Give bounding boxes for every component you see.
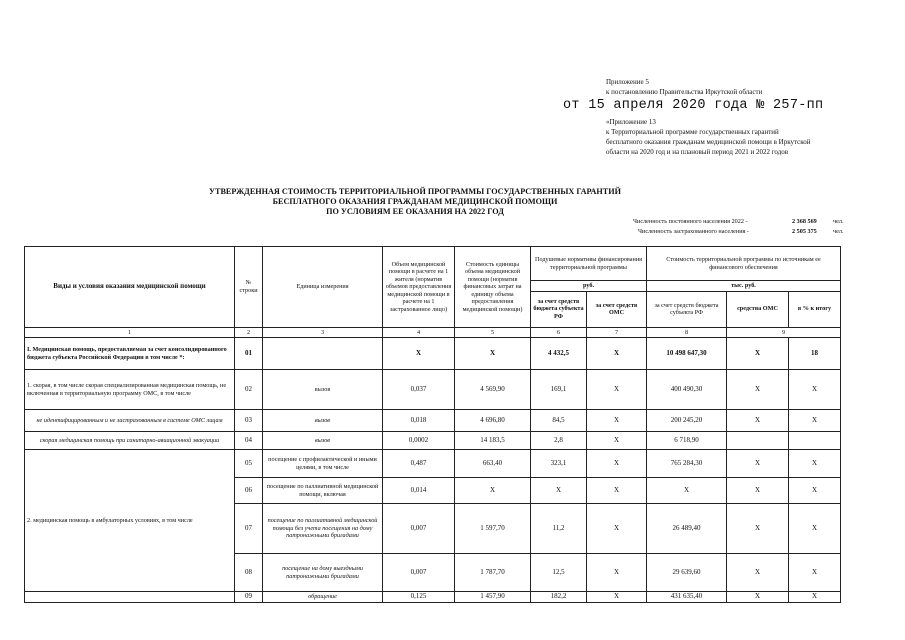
row-name-empty xyxy=(25,592,235,603)
row-pc-oms: X xyxy=(587,592,647,603)
row-prog-oms: X xyxy=(727,450,789,478)
row-volume: 0,0002 xyxy=(383,432,455,450)
row-volume: 0,018 xyxy=(383,410,455,432)
row-prog-oms: X xyxy=(727,410,789,432)
row-number: 09 xyxy=(235,592,263,603)
row-cost: 1 787,70 xyxy=(455,554,531,592)
header-budget-rf: за счет средств бюджета субъекта РФ xyxy=(531,291,587,327)
row-prog-oms xyxy=(727,432,789,450)
appendix-5-label: Приложение 5 xyxy=(606,78,649,86)
row-prog-oms: X xyxy=(727,338,789,370)
header-program-cost: Стоимость территориальной программы по источникам ее финансового обеспечения xyxy=(647,247,841,281)
row-number: 08 xyxy=(235,554,263,592)
row-unit: обращение xyxy=(263,592,383,603)
col-number: 6 xyxy=(531,327,587,338)
row-pct: X xyxy=(789,370,841,410)
row-cost: 4 569,90 xyxy=(455,370,531,410)
row-pc-budget: 2,8 xyxy=(531,432,587,450)
row-pc-oms: X xyxy=(587,554,647,592)
population-permanent-value: 2 368 569 xyxy=(792,218,817,225)
row-volume: 0,037 xyxy=(383,370,455,410)
program-reference-2: бесплатного оказания гражданам медицинской помощи в Иркутской xyxy=(606,138,811,146)
row-pc-oms: X xyxy=(587,338,647,370)
population-unit-2: чел. xyxy=(833,228,844,235)
decree-date-number: от 15 апреля 2020 года № 257-пп xyxy=(563,98,824,113)
row-unit: посещение по паллиативной медицинской помощи без учета посещения на дому патронажными бригадами xyxy=(263,504,383,554)
row-unit: вызов xyxy=(263,432,383,450)
row-pct: X xyxy=(789,554,841,592)
row-cost: 1 597,70 xyxy=(455,504,531,554)
row-volume: 0,487 xyxy=(383,450,455,478)
program-cost-table xyxy=(24,246,841,603)
row-unit: вызов xyxy=(263,370,383,410)
row-prog-budget: 29 639,60 xyxy=(647,554,727,592)
row-pc-budget: 323,1 xyxy=(531,450,587,478)
row-pc-oms: X xyxy=(587,410,647,432)
population-permanent-label: Численность постоянного населения 2022 - xyxy=(633,218,748,225)
row-unit: посещение на дому выездными патронажными бригадами xyxy=(263,554,383,592)
row-name: I. Медицинская помощь, предоставляемая за счет консолидированного бюджета субъекта Российской Федерации в том числе *: xyxy=(25,338,235,370)
col-number: 8 xyxy=(647,327,727,338)
row-unit xyxy=(263,338,383,370)
row-prog-oms: X xyxy=(727,592,789,603)
row-prog-budget: 200 245,20 xyxy=(647,410,727,432)
row-pct: X xyxy=(789,478,841,504)
row-cost: 663,40 xyxy=(455,450,531,478)
program-reference-3: области на 2020 год и на плановый период 2021 и 2022 годов xyxy=(606,148,789,156)
header-per-capita: Подушевые нормативы финансирования территориальной программы xyxy=(531,247,647,281)
table-row xyxy=(25,338,841,370)
row-prog-oms: X xyxy=(727,504,789,554)
col-number: 5 xyxy=(455,327,531,338)
row-pc-oms: X xyxy=(587,432,647,450)
row-pct: 18 xyxy=(789,338,841,370)
row-pct: X xyxy=(789,450,841,478)
row-volume: X xyxy=(383,338,455,370)
row-prog-oms: X xyxy=(727,370,789,410)
row-number: 06 xyxy=(235,478,263,504)
row-pc-budget: 11,2 xyxy=(531,504,587,554)
row-pct xyxy=(789,432,841,450)
row-number: 03 xyxy=(235,410,263,432)
table-row xyxy=(25,410,841,432)
row-number: 01 xyxy=(235,338,263,370)
row-cost: 4 696,80 xyxy=(455,410,531,432)
header-row-no: № строки xyxy=(235,247,263,328)
row-pc-oms: X xyxy=(587,504,647,554)
table-row xyxy=(25,592,841,603)
row-volume: 0,007 xyxy=(383,504,455,554)
row-volume: 0,007 xyxy=(383,554,455,592)
row-prog-budget: 400 490,30 xyxy=(647,370,727,410)
row-unit: вызов xyxy=(263,410,383,432)
row-unit: посещение с профилактической и иными целями, в том числе xyxy=(263,450,383,478)
row-number: 02 xyxy=(235,370,263,410)
row-pc-budget: 169,1 xyxy=(531,370,587,410)
table-row xyxy=(25,432,841,450)
row-number: 04 xyxy=(235,432,263,450)
appendix-13-label: «Приложение 13 xyxy=(606,118,656,126)
document-title-3: ПО УСЛОВИЯМ ЕЕ ОКАЗАНИЯ НА 2022 ГОД xyxy=(326,207,504,216)
document-title-2: БЕСПЛАТНОГО ОКАЗАНИЯ ГРАЖДАНАМ МЕДИЦИНСКОЙ ПОМОЩИ xyxy=(272,197,558,206)
column-numbers-row xyxy=(25,327,841,338)
header-pct: в % к итогу xyxy=(789,291,841,327)
table-row xyxy=(25,450,841,478)
row-cost: X xyxy=(455,338,531,370)
population-unit: чел. xyxy=(833,218,844,225)
row-pc-oms: X xyxy=(587,478,647,504)
population-insured-label: Численность застрахованного населения - xyxy=(638,228,749,235)
row-pc-oms: X xyxy=(587,370,647,410)
row-prog-budget: 10 498 647,30 xyxy=(647,338,727,370)
row-prog-oms: X xyxy=(727,554,789,592)
row-prog-budget: 26 489,40 xyxy=(647,504,727,554)
row-prog-budget: 6 718,90 xyxy=(647,432,727,450)
col-number: 2 xyxy=(235,327,263,338)
col-number: 7 xyxy=(587,327,647,338)
header-rub: руб. xyxy=(531,281,647,292)
row-pct: X xyxy=(789,504,841,554)
col-number: 3 xyxy=(263,327,383,338)
row-pc-budget: 4 432,5 xyxy=(531,338,587,370)
row-pc-budget: 182,2 xyxy=(531,592,587,603)
row-name: 1. скорая, в том числе скорая специализированная медицинская помощь, не включенная в территориальную программу ОМС, в том числе xyxy=(25,370,235,410)
col-number: 1 xyxy=(25,327,235,338)
table-row xyxy=(25,370,841,410)
row-number: 05 xyxy=(235,450,263,478)
header-kinds: Виды и условия оказания медицинской помощи xyxy=(25,247,235,328)
header-budget-rf-2: за счет средств бюджета субъекта РФ xyxy=(647,291,727,327)
row-prog-budget: X xyxy=(647,478,727,504)
document-title-1: УТВЕРЖДЕННАЯ СТОИМОСТЬ ТЕРРИТОРИАЛЬНОЙ ПРОГРАММЫ ГОСУДАРСТВЕННЫХ ГАРАНТИЙ xyxy=(208,187,621,196)
row-prog-oms: X xyxy=(727,478,789,504)
header-oms: за счет средств ОМС xyxy=(587,291,647,327)
row-pc-budget: X xyxy=(531,478,587,504)
col-number: 9 xyxy=(727,327,841,338)
row-volume: 0,014 xyxy=(383,478,455,504)
program-reference-1: к Территориальной программе государственных гарантий xyxy=(606,128,779,136)
col-number: 4 xyxy=(383,327,455,338)
header-cost: Стоимость единицы объема медицинской помощи (норматив финансовых затрат на единицу объема предоставления медицинской помощи) xyxy=(455,247,531,328)
row-number: 07 xyxy=(235,504,263,554)
row-name: не идентифицированным и не застрахованным в системе ОМС лицам xyxy=(25,410,235,432)
decree-reference: к постановлению Правительства Иркутской области xyxy=(606,88,763,96)
population-insured-value: 2 505 375 xyxy=(792,228,817,235)
row-volume: 0,125 xyxy=(383,592,455,603)
row-pc-oms: X xyxy=(587,450,647,478)
row-prog-budget: 765 284,30 xyxy=(647,450,727,478)
row-name: скорая медицинская помощь при санитарно-авиационной эвакуации xyxy=(25,432,235,450)
row-cost: X xyxy=(455,478,531,504)
header-unit: Единица измерения xyxy=(263,247,383,328)
header-thous-rub: тыс. руб. xyxy=(647,281,841,292)
row-prog-budget: 431 635,40 xyxy=(647,592,727,603)
row-group-name: 2. медицинская помощь в амбулаторных условиях, в том числе xyxy=(25,450,235,592)
row-unit: посещение по паллиативной медицинской помощи, включая xyxy=(263,478,383,504)
header-oms-2: средства ОМС xyxy=(727,291,789,327)
row-pct: X xyxy=(789,410,841,432)
header-volume: Объем медицинской помощи в расчете на 1 жителя (норматив объемов предоставления медицинской помощи в расчете на 1 застрахованное лицо) xyxy=(383,247,455,328)
row-pc-budget: 84,5 xyxy=(531,410,587,432)
row-cost: 14 183,5 xyxy=(455,432,531,450)
row-pc-budget: 12,5 xyxy=(531,554,587,592)
row-cost: 1 457,90 xyxy=(455,592,531,603)
row-pct: X xyxy=(789,592,841,603)
